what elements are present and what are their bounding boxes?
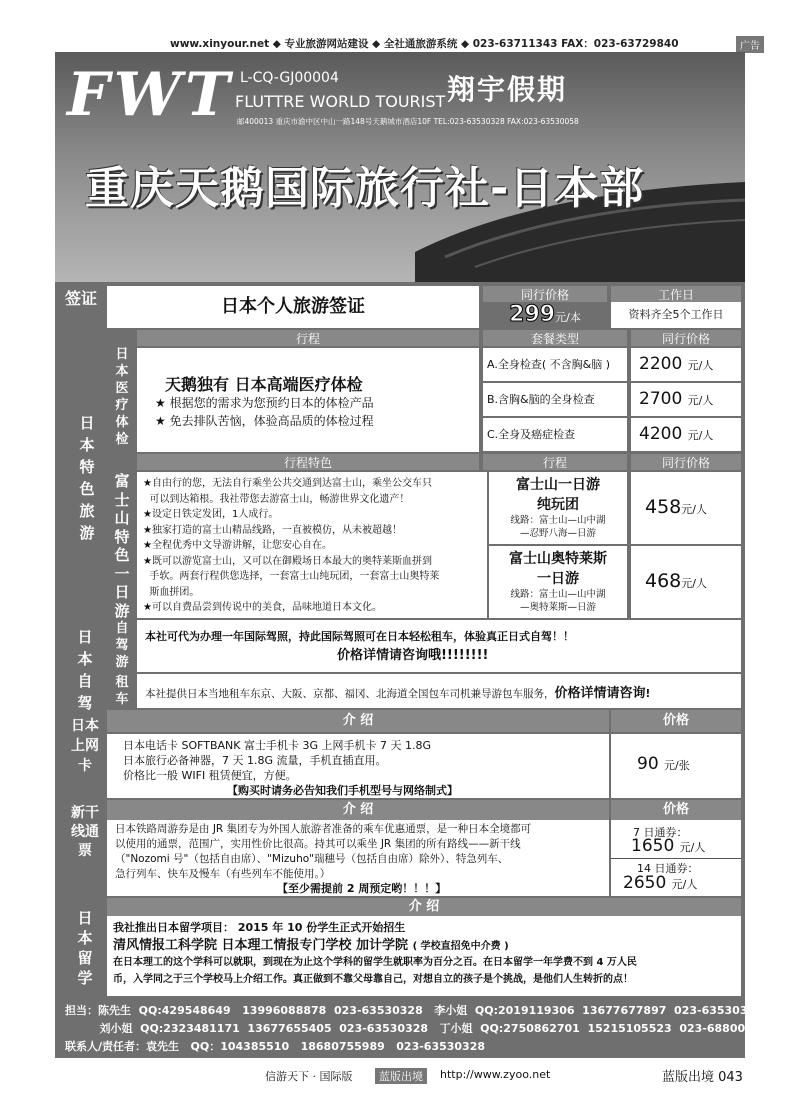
jr-price-divider (611, 858, 741, 859)
fuji-tour-price-cell (631, 472, 741, 544)
visa-side-label: 签证 (64, 289, 97, 308)
package-price: 2700 (639, 389, 683, 409)
jr-p14: 2650 (623, 873, 667, 893)
sim-price-line (637, 754, 690, 774)
study-box (107, 916, 741, 996)
fuji-features (143, 476, 439, 616)
medical-bullets (155, 394, 374, 430)
medical-title: 天鹅独有 日本高端医疗体检 (165, 375, 363, 394)
hero-banner (55, 52, 745, 282)
jr-line: 急行列车、快车及慢车（有些列车不能使用。） (115, 868, 331, 880)
study-col-intro: 介 绍 (107, 898, 741, 916)
fuji-tour-name2: 纯玩团 (537, 497, 579, 513)
chinese-brand: 翔宇假期 (447, 73, 568, 106)
jr-col-price: 价格 (611, 800, 741, 820)
medical-col-route: 行程 (137, 330, 479, 346)
page-title: 重庆天鹅国际旅行社-日本部 (85, 163, 645, 214)
fuji-tour-route2: —忍野八海—日游 (519, 528, 596, 539)
fuji-tour-price-cell (631, 546, 741, 618)
fuji-tour-price: 458 (645, 496, 682, 518)
study-line4: 币，入学同之于三个学校马上介绍工作。真正做到不靠父母靠自己，对想自立的孩子是个挑战，是他们人生转折的点！ (113, 974, 633, 985)
visa-work: 资料齐全5个工作日 (611, 302, 741, 328)
visa-price-head: 同行价格 (483, 286, 607, 302)
fuji-tour-price-line (645, 496, 707, 518)
fuji-tour-name1: 富士山奥特莱斯 (509, 551, 607, 567)
fuji-col-price: 同行价格 (631, 454, 741, 470)
fuji-tour-cell (489, 546, 627, 618)
fuji-tour-cell (489, 472, 627, 544)
jr-p7-unit: 元/人 (679, 841, 706, 854)
self-drive-line2: 价格详情请咨询哦!!!!!!!! (337, 648, 489, 663)
jr-price-box (611, 820, 741, 896)
jr-line: （"Nozomi 号"（包括自由席）、"Mizuho"瑞穗号（包括自由席）除外）、特急列车、 (115, 853, 509, 865)
jr-side-label: 新干线通票 (71, 805, 99, 859)
top-header-line: www.xinyour.net ◆ 专业旅游网站建设 ◆ 全社通旅游系统 ◆ 023-63711343 FAX：023-63729840 (170, 38, 679, 50)
study-line2-wrap (113, 934, 509, 953)
package-name: B.含胸&脑的全身检查 (483, 383, 627, 416)
jr-p7-line (631, 836, 705, 856)
fuji-col-route: 行程 (483, 454, 627, 470)
medical-col-price: 同行价格 (631, 330, 741, 346)
sim-lines (123, 738, 431, 783)
package-name: A.全身检查( 不含胸&脑 ) (483, 348, 627, 381)
sim-line: 日本旅行必备神器，7 天 1.8G 流量，手机直插直用。 (123, 754, 387, 767)
visa-work-head: 工作日 (611, 286, 741, 302)
medical-side-label: 日本医疗体检 (115, 347, 129, 447)
address-line: 邮400013 重庆市渝中区中山一路148号天鹅城市酒店10F TEL:023-63530328 FAX:023-63530058 (237, 117, 579, 126)
fuji-tour-unit: 元/人 (681, 577, 707, 590)
page-number: 蓝版出境 043 (662, 1070, 743, 1085)
special-side-label: 日本特色旅游 (79, 414, 95, 542)
license-number: L-CQ-GJ00004 (240, 70, 339, 86)
sim-price: 90 (637, 754, 659, 774)
visa-price: 299 (509, 302, 556, 327)
drive-side-label: 日本自驾 (77, 628, 93, 712)
fuji-tour-unit: 元/人 (681, 503, 707, 516)
jr-p7-label: 7 日通券： (633, 826, 688, 839)
jr-p14-unit: 元/人 (671, 878, 698, 891)
package-unit: 元/人 (687, 429, 714, 442)
footer-url[interactable]: http://www.zyoo.net (440, 1068, 551, 1081)
fuji-feature-line: ★既可以游览富士山，又可以在御殿场日本最大的奥特莱斯血拼到 (143, 555, 432, 567)
ad-tag: 广告 (736, 36, 764, 53)
study-note: ( 学校直招免中介费 ) (412, 941, 509, 952)
medical-bullet: ★ 免去排队苦恼，体验高品质的体检过程 (155, 414, 374, 428)
package-price-line (639, 354, 713, 374)
jr-desc-box (107, 820, 609, 896)
jr-line: 日本铁路周游券是由 JR 集团专为外国人旅游者准备的乘车优惠通票，是一种日本全境都可 (115, 823, 532, 835)
package-price: 2200 (639, 354, 683, 374)
rent-text: 本社提供日本当地租车东京、大阪、京都、福冈、北海道全国包车司机兼导游包车服务， (145, 688, 555, 700)
contacts-line1: 担当：陈先生 QQ:429548649 13996088878 023-63530328 李小姐 QQ:2019119306 13677677897 023-63530328 (65, 1004, 763, 1017)
rent-side: 租车 (115, 675, 129, 707)
visa-price-cell (483, 302, 607, 328)
package-unit: 元/人 (687, 394, 714, 407)
sim-side-label: 日本上网卡 (71, 718, 99, 774)
rent-end: ! (645, 688, 651, 700)
study-schools: 清风情报工科学院 日本理工情报专门学校 加计学院 (113, 938, 409, 953)
package-price-cell (631, 383, 741, 416)
fuji-tour-route1: 线路：富士山—山中湖 (510, 515, 606, 526)
fuji-features-box (137, 472, 487, 618)
study-desc (113, 954, 637, 988)
rent-box (137, 674, 741, 708)
sim-line: 日本电话卡 SOFTBANK 富士手机卡 3G 上网手机卡 7 天 1.8G (123, 739, 432, 752)
package-price: 4200 (639, 424, 683, 444)
sim-note: 【购买时请务必告知我们手机型号与网络制式】 (227, 784, 458, 797)
study-line3: 在日本理工的这个学科可以就职，到现在为止这个学科的留学生就职率为百分之百。在日本留学一年学费不到 4 万人民 (113, 957, 637, 968)
study-line1: 我社推出日本留学项目： 2015 年 10 份学生正式开始招生 (113, 921, 406, 934)
contacts-line2: 刘小姐 QQ:2323481171 13677655405 023-63530328 丁小姐 QQ:2750862701 15215105523 023-68800513 (65, 1022, 769, 1035)
sim-line: 价格比一般 WIFI 租赁便宜，方便。 (123, 769, 297, 782)
package-name: C.全身及癌症检查 (483, 418, 627, 451)
footer-tag: 蓝版出境 (375, 1068, 427, 1084)
sim-unit: 元/张 (664, 759, 690, 772)
fuji-tour-route1: 线路：富士山—山中湖 (510, 589, 606, 600)
medical-col-type: 套餐类型 (483, 330, 627, 346)
fuji-tour-name2: 一日游 (537, 571, 579, 587)
self-drive-line1: 本社可代为办理一年国际驾照，持此国际驾照可在日本轻松租车，体验真正日式自驾！！ (145, 630, 574, 643)
sim-col-intro: 介 绍 (107, 710, 609, 732)
self-drive-box (137, 620, 741, 672)
package-price-line (639, 389, 713, 409)
jr-lines (115, 822, 531, 882)
sim-price-box (611, 734, 741, 798)
fuji-tour-price: 468 (645, 570, 682, 592)
visa-name-box (107, 286, 479, 328)
english-name: FLUTTRE WORLD TOURIST (235, 92, 446, 111)
package-price-line (639, 424, 713, 444)
fuji-col-feature: 行程特色 (137, 454, 479, 470)
fuji-feature-line: ★全程优秀中文导游讲解，让您安心自在。 (143, 540, 332, 551)
sim-col-price: 价格 (611, 710, 741, 732)
jr-line: 以使用的通票，范围广，实用性价比很高。持其可以乘坐 JR 集团的所有路线——新干线 (115, 838, 521, 850)
visa-unit: 元/本 (555, 311, 581, 324)
contacts-panel (55, 1000, 769, 1058)
fuji-feature-line: 斯血拼团。 (143, 586, 200, 598)
footer-center: 信游天下 · 国际版 (265, 1070, 353, 1083)
jr-p7: 1650 (631, 836, 675, 856)
fuji-feature-line: ★可以自费品尝到传说中的美食，品味地道日本文化。 (143, 602, 382, 613)
jr-col-intro: 介 绍 (107, 800, 609, 820)
contacts-line3: 联系人/责任者：袁先生 QQ：104385510 18680755989 023-63530328 (65, 1040, 486, 1053)
jr-p14-label: 14 日通券： (637, 862, 699, 875)
fuji-feature-line: ★独家打造的富士山精品线路，一直被模仿，从未被超越！ (143, 524, 402, 536)
package-price-cell (631, 348, 741, 381)
rent-bold: 价格详情请咨询 (554, 686, 646, 701)
fuji-feature-line: ★自由行的您，无法自行乘坐公共交通到达富士山，乘坐公交车只 (143, 478, 432, 489)
jr-note: 【至少需提前 2 周预定哟！！！】 (277, 882, 447, 895)
medical-desc-box (137, 348, 479, 452)
rent-text-line (145, 682, 650, 701)
fuji-tour-price-line (645, 570, 707, 592)
package-unit: 元/人 (687, 359, 714, 372)
jr-p14-line (623, 873, 697, 893)
self-drive-side: 自驾游 (115, 621, 129, 670)
medical-bullet: ★ 根据您的需求为您预约日本的体检产品 (155, 396, 374, 410)
visa-name: 日本个人旅游签证 (221, 296, 365, 317)
fuji-side-label: 富士山特色一日游 (114, 472, 130, 620)
fuji-tour-name1: 富士山一日游 (516, 477, 600, 493)
content-panel (55, 282, 745, 1000)
package-price-cell (631, 418, 741, 451)
fuji-tour-route2: —奥特莱斯—日游 (519, 602, 596, 613)
fuji-feature-line: ★设定日铁定发团，1人成行。 (143, 509, 279, 520)
fuji-feature-line: 手软。两套行程供您选择，一套富士山纯玩团，一套富士山奥特莱 (143, 571, 440, 582)
fwt-logo: FWT (67, 60, 234, 130)
study-side-label: 日本留学 (77, 909, 93, 987)
fuji-feature-line: 可以到达箱根。我社带您去游富士山，畅游世界文化遗产！ (143, 493, 410, 505)
sim-desc-box (107, 734, 609, 798)
